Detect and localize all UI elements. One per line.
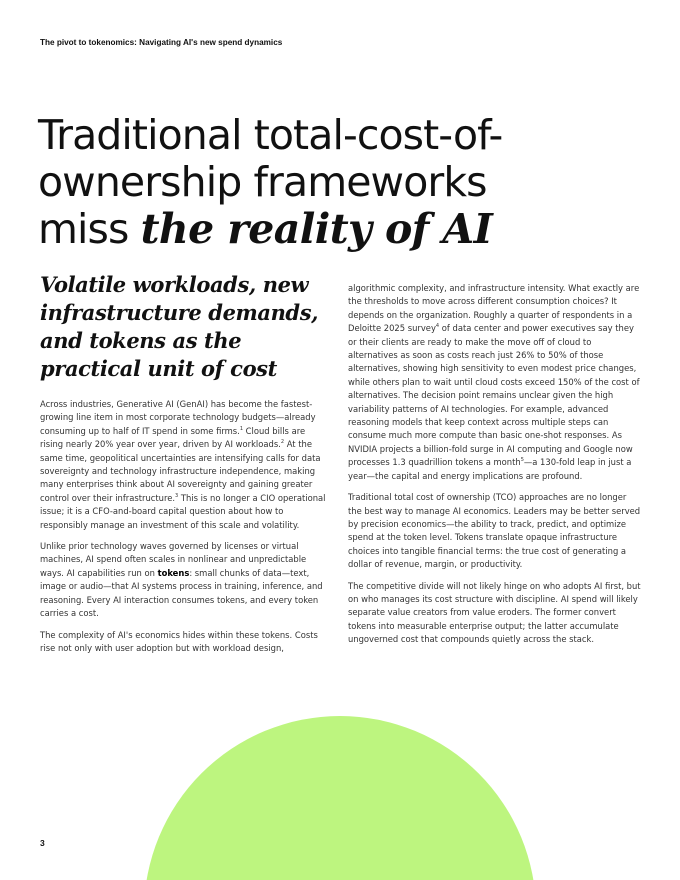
- title-line-1: Traditional total-cost-of-: [38, 111, 503, 159]
- footnote-ref: 1: [239, 426, 244, 433]
- page-number: 3: [40, 838, 45, 848]
- footnote-ref: 3: [175, 493, 179, 500]
- left-column: [40, 398, 330, 663]
- paragraph: The complexity of AI's economics hides within these tokens. Costs rise not only with user adoption but with workload design,: [40, 629, 318, 653]
- text-run: algorithmic complexity, and infrastructure intensity. What exactly are the thresholds to move across different consumption choices? It depends on the organization. Roughly a quarter of respondents in a Deloitte 2025 survey: [348, 283, 640, 334]
- bold-term: tokens: [157, 567, 190, 578]
- footnote-ref: 4: [435, 323, 440, 330]
- title-line-3-lead: miss: [38, 205, 141, 253]
- footnote-ref: 5: [520, 457, 524, 464]
- subhead-line-2: infrastructure demands,: [40, 300, 319, 325]
- text-run: of data center and power executives say they or their clients are ready to make the move off of cloud to alternatives as soon as costs reach just 26% to 50% of those alternatives, showing high sensitivity to even modest price changes, while others plan to wait until cloud costs exceed 150% of the cost of alternatives. The decision point remains unclear given the high variability patterns of AI technologies. For example, advanced reasoning models that keep context across multiple steps can consume much more compute than basic one-shot responses. As NVIDIA projects a billion-fold surge in AI computing and Google now processes 1.3 quadrillion tokens a month: [348, 323, 640, 468]
- right-column: [348, 282, 641, 655]
- section-subheading: [40, 271, 340, 383]
- text-run: Unlike prior technology waves governed by licenses or virtual machines, AI spend often scales in nonlinear and unpredictable ways. AI capabilities run on: [40, 541, 307, 578]
- title-emphasis: the reality of AI: [140, 205, 493, 253]
- text-run: —a 130-fold leap in just a year—the capital and energy implications are profound.: [348, 457, 632, 481]
- running-header: The pivot to tokenomics: Navigating AI's new spend dynamics: [40, 38, 283, 47]
- text-run: At the same time, geopolitical uncertainties are intensifying calls for data sovereignty and technology infrastructure independence, making many enterprises think about AI sovereignty and gaining greater control over their infrastructure.: [40, 439, 321, 503]
- text-run: : small chunks of data—text, image or audio—that AI systems process in training, inference, and reasoning. Every AI interaction consumes tokens, and every token carries a cost.: [40, 567, 323, 619]
- paragraph: [348, 282, 641, 483]
- paragraph: The competitive divide will not likely hinge on who adopts AI first, but on who manages its cost structure with discipline. AI spend will likely separate value creators from value eroders. The former convert tokens into measurable enterprise output; the latter accumulate ungoverned cost that compounds quietly across the stack.: [348, 580, 641, 645]
- paragraph: [40, 540, 330, 620]
- subhead-line-4: practical unit of cost: [40, 356, 277, 381]
- paragraph: Traditional total cost of ownership (TCO) approaches are no longer the best way to manage AI economics. Leaders may be better served by precision economics—the ability to track, predict, and optimize spend at the token level. Tokens translate opaque infrastructure choices into tangible financial terms: the true cost of generating a dollar of revenue, margin, or productivity.: [348, 492, 641, 570]
- subhead-line-3: and tokens as the: [40, 328, 242, 353]
- title-line-2: ownership frameworks: [38, 158, 487, 206]
- subhead-line-1: Volatile workloads, new: [40, 272, 309, 297]
- text-run: Cloud bills are rising nearly 20% year over year, driven by AI workloads.: [40, 425, 306, 450]
- page-title: [38, 112, 598, 253]
- paragraph: [40, 398, 330, 532]
- text-run: Across industries, Generative AI (GenAI) has become the fastest-growing line item in most corporate technology budgets—already consuming up to half of IT spend in some firms.: [40, 399, 316, 436]
- footnote-ref: 2: [280, 439, 285, 446]
- text-run: This is no longer a CIO operational issue; it is a CFO-and-board capital question about how to responsibly manage an investment of this scale and volatility.: [40, 492, 326, 530]
